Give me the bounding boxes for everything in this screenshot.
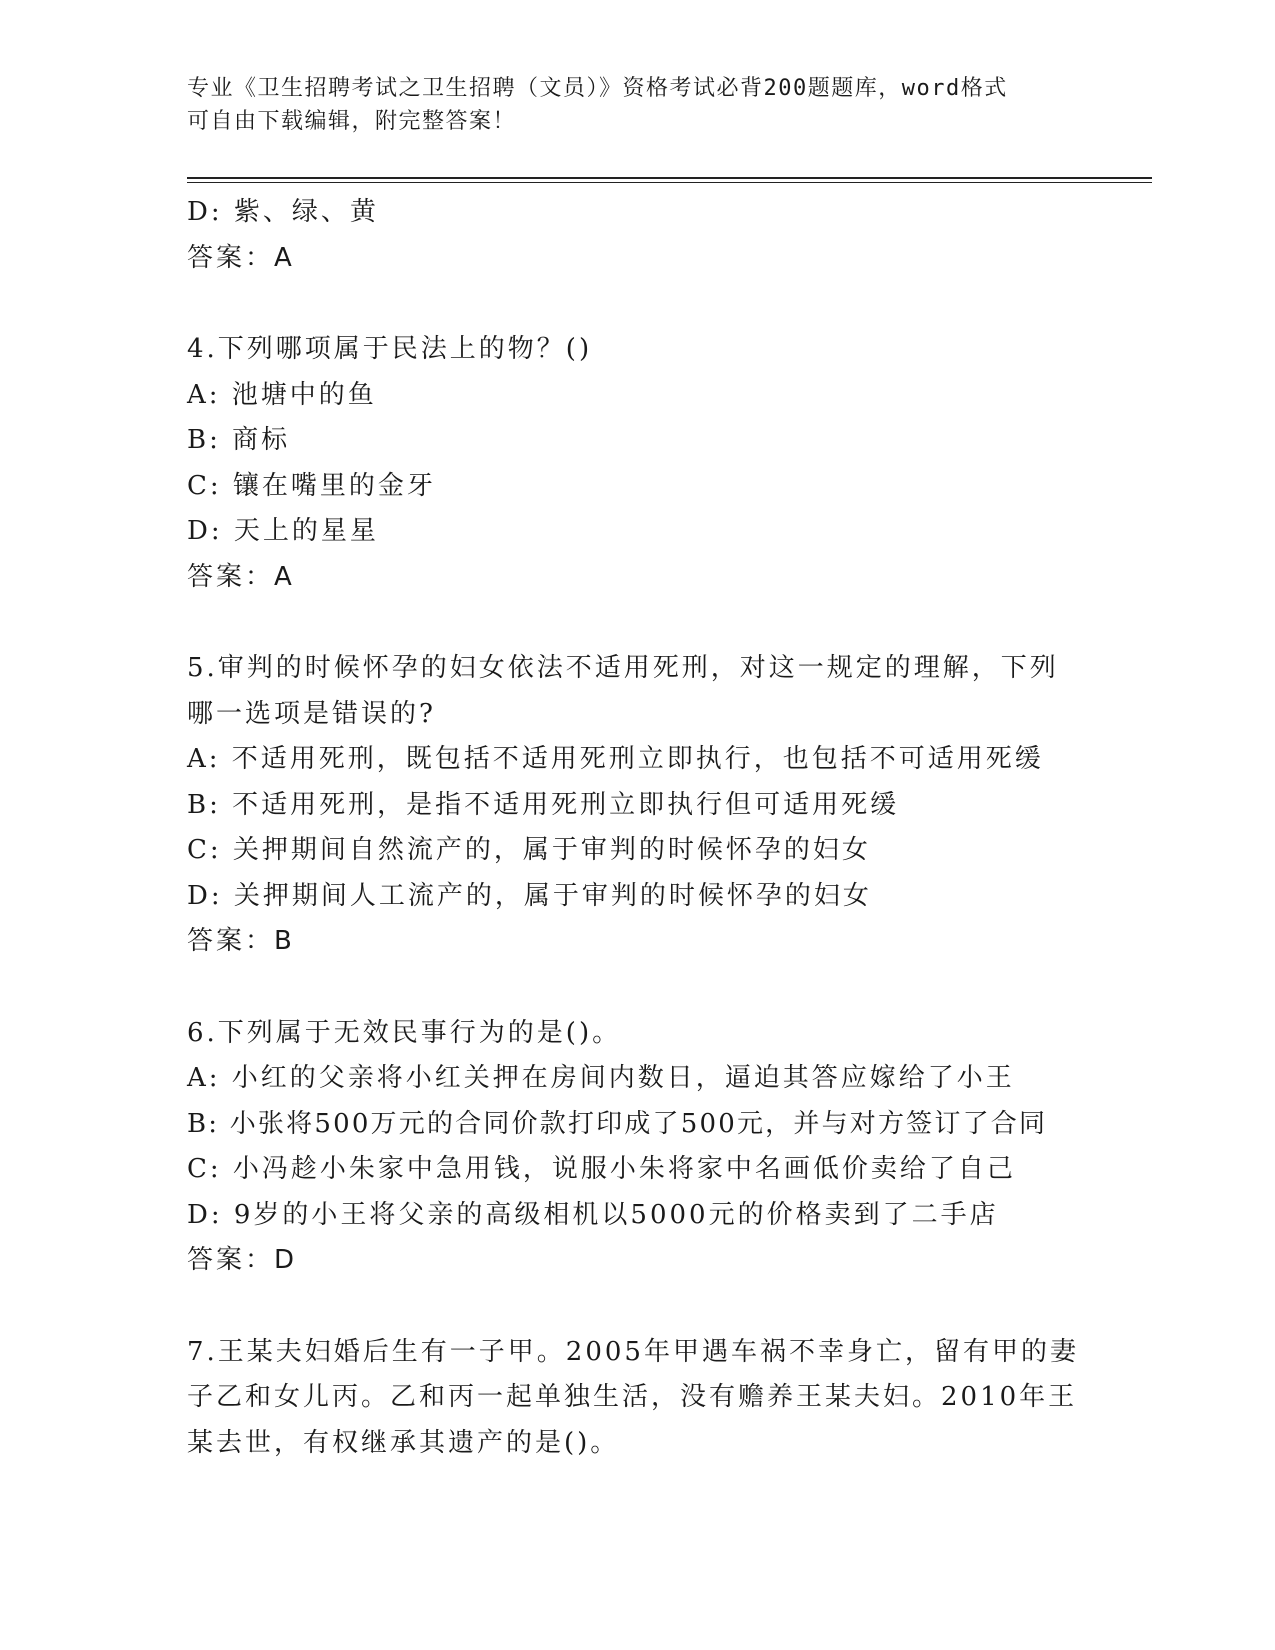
q5-stem-line-1: 5.审判的时候怀孕的妇女依法不适用死刑，对这一规定的理解，下列 [187, 653, 1059, 683]
document-header [187, 72, 1067, 138]
q7-stem-line-3: 某去世，有权继承其遗产的是()。 [187, 1427, 620, 1458]
q4-answer: 答案：A [187, 561, 295, 592]
q3-option-d: D: 紫、绿、黄 [187, 197, 379, 227]
header-divider-thick [187, 177, 1152, 179]
spacer [187, 965, 1087, 1011]
question-3-fragment [187, 190, 1087, 281]
header-divider-thin [187, 182, 1152, 183]
question-6 [187, 1011, 1087, 1284]
spacer [187, 281, 1087, 327]
q5-option-d: D: 关押期间人工流产的，属于审判的时候怀孕的妇女 [187, 880, 872, 911]
q4-option-d: D: 天上的星星 [187, 516, 379, 546]
q4-option-b: B: 商标 [187, 425, 291, 455]
q5-option-b: B: 不适用死刑，是指不适用死刑立即执行但可适用死缓 [187, 789, 900, 820]
question-content [187, 190, 1087, 1466]
q3-answer: 答案：A [187, 242, 295, 273]
question-5 [187, 646, 1087, 965]
header-line-1: 专业《卫生招聘考试之卫生招聘（文员）》资格考试必背200题题库，word格式 [187, 76, 1008, 101]
q4-option-c: C: 镶在嘴里的金牙 [187, 470, 436, 501]
q6-option-a: A: 小红的父亲将小红关押在房间内数日，逼迫其答应嫁给了小王 [187, 1063, 1015, 1093]
spacer [187, 600, 1087, 646]
question-7 [187, 1330, 1087, 1467]
q6-option-c: C: 小冯趁小朱家中急用钱，说服小朱将家中名画低价卖给了自己 [187, 1154, 1016, 1184]
q7-stem-line-1: 7.王某夫妇婚后生有一子甲。2005年甲遇车祸不幸身亡，留有甲的妻 [187, 1336, 1079, 1367]
q4-option-a: A: 池塘中的鱼 [187, 379, 377, 410]
q5-stem-line-2: 哪一选项是错误的? [187, 698, 436, 729]
question-4 [187, 327, 1087, 600]
q5-answer: 答案：B [187, 926, 295, 956]
q7-stem-line-2: 子乙和女儿丙。乙和丙一起单独生活，没有赡养王某夫妇。2010年王 [187, 1382, 1078, 1412]
header-line-2: 可自由下载编辑，附完整答案！ [187, 109, 517, 134]
q6-option-d: D: 9岁的小王将父亲的高级相机以5000元的价格卖到了二手店 [187, 1199, 999, 1230]
q5-option-a: A: 不适用死刑，既包括不适用死刑立即执行，也包括不可适用死缓 [187, 744, 1044, 774]
q6-answer: 答案：D [187, 1245, 298, 1275]
q4-stem: 4.下列哪项属于民法上的物？() [187, 334, 593, 364]
q5-option-c: C: 关押期间自然流产的，属于审判的时候怀孕的妇女 [187, 835, 871, 865]
q6-option-b: B: 小张将500万元的合同价款打印成了500元，并与对方签订了合同 [187, 1108, 1048, 1139]
q6-stem: 6.下列属于无效民事行为的是()。 [187, 1017, 622, 1048]
spacer [187, 1284, 1087, 1330]
